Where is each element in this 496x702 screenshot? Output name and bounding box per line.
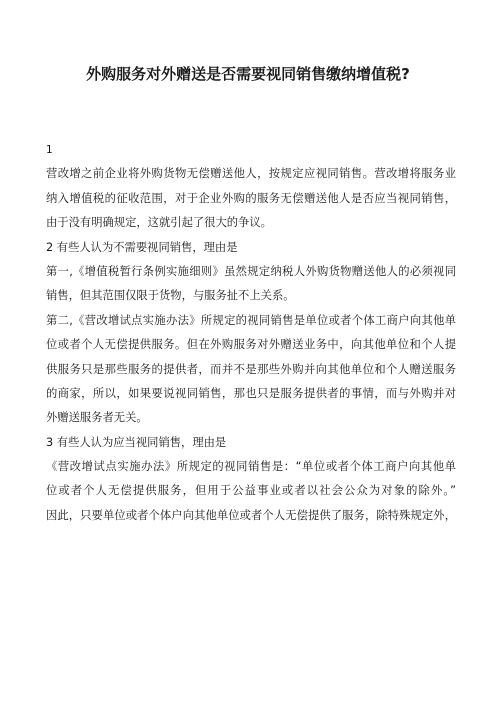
paragraph-line: 第一,《增值税暂行条例实施细则》虽然规定纳税人外购货物赠送他人的必须视同 (46, 264, 456, 278)
paragraph-line: 销售，但其范围仅限于货物，与服务扯不上关系。 (46, 289, 295, 303)
paragraph-line: 因此，只要单位或者个体户向其他单位或者个人无偿提供了服务，除特殊规定外， (46, 508, 456, 522)
paragraph-line: 第二,《营改增试点实施办法》所规定的视同销售是单位或者个体工商户向其他单 (46, 313, 456, 327)
paragraph-line: 由于没有明确规定，这就引起了很大的争议。 (46, 216, 272, 230)
paragraph-line: 营改增之前企业将外购货物无偿赠送他人，按规定应视同销售。营改增将服务业 (46, 167, 456, 181)
paragraph-line: 纳入增值税的征收范围，对于企业外购的服务无偿赠送他人是否应当视同销售， (46, 191, 456, 205)
section-heading: 3 有些人认为应当视同销售，理由是 (46, 435, 227, 449)
document-title: 外购服务对外赠送是否需要视同销售缴纳增值税? (86, 65, 410, 83)
paragraph-line: 位或者个人无偿提供服务。但在外购服务对外赠送业务中，向其他单位和个人提 (46, 338, 456, 352)
paragraph-line: 的商家，所以，如果要说视同销售，那也只是服务提供者的事情，而与外购并对 (46, 386, 456, 400)
section-number: 1 (46, 144, 53, 156)
paragraph-line: 外赠送服务者无关。 (46, 411, 148, 425)
section-heading: 2 有些人认为不需要视同销售，理由是 (46, 240, 238, 254)
paragraph-line: 供服务只是那些服务的提供者，而并不是那些外购并向其他单位和个人赠送服务 (46, 362, 456, 376)
paragraph-line: 《营改增试点实施办法》所规定的视同销售是：“单位或者个体工商户向其他单 (46, 460, 456, 474)
document-body (46, 138, 456, 528)
paragraph-line: 位或者个人无偿提供服务，但用于公益事业或者以社会公众为对象的除外。” (46, 484, 456, 498)
